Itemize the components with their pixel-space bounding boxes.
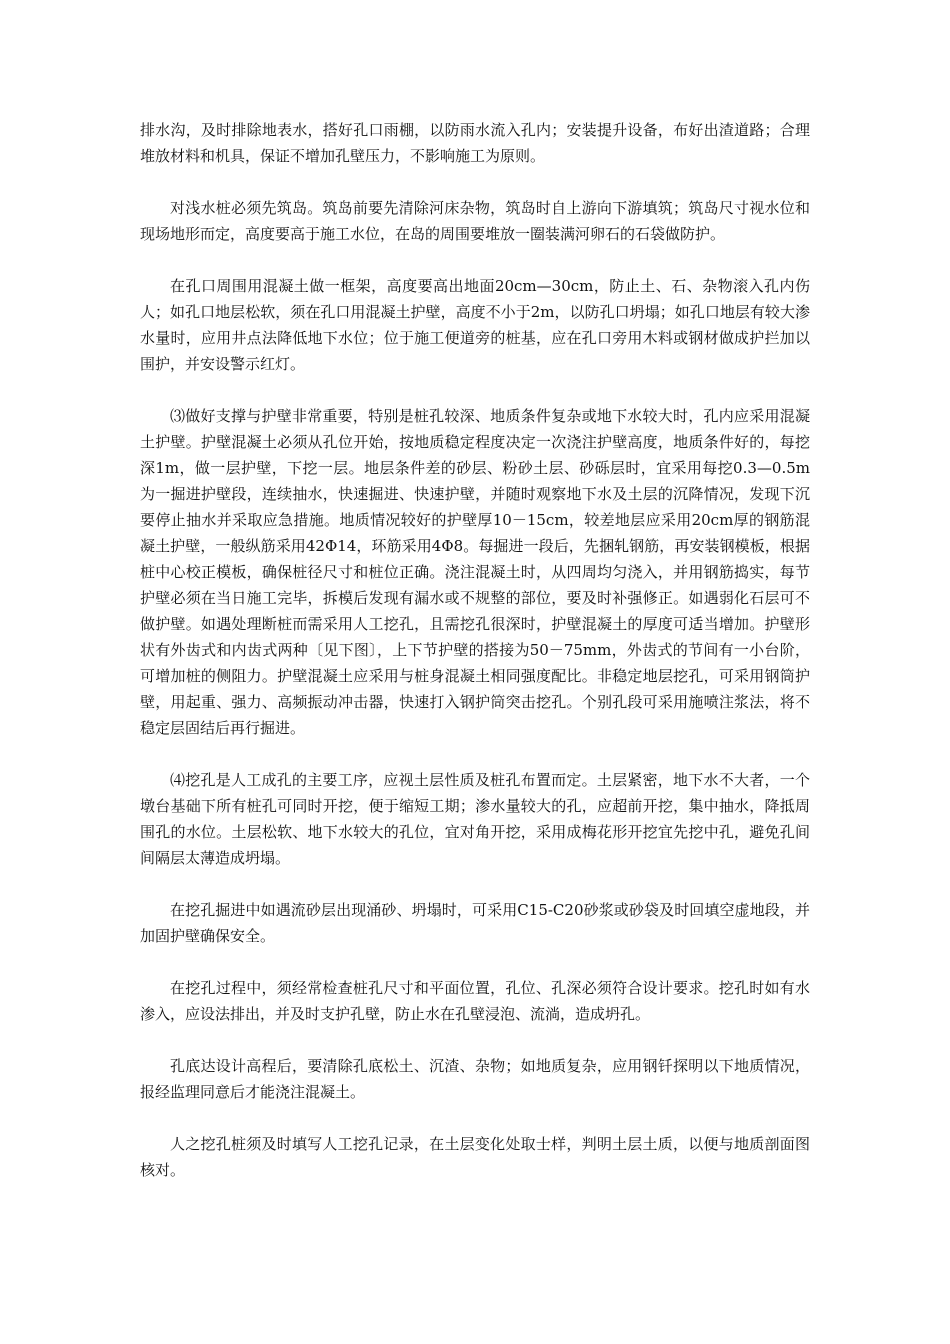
paragraph-support-retaining-wall: ⑶做好支撑与护壁非常重要，特别是桩孔较深、地质条件复杂或地下水较大时，孔内应采用混凝土护壁。护壁混凝土必须从孔位开始，按地质稳定程度决定一次浇注护壁高度，地质条件好的，每挖深1m，做一层护壁，下挖一层。地层条件差的砂层、粉砂土层、砂砾层时，宜采用每挖0.3—0.5m为一掘进护壁段，连续抽水，快速掘进、快速护壁，并随时观察地下水及土层的沉降情况，发现下沉要停止抽水并采取应急措施。地质情况较好的护壁厚10－15cm，较差地层应采用20cm厚的钢筋混凝土护壁，一般纵筋采用42Φ14，环筋采用4Φ8。每掘进一段后，先捆轧钢筋，再安装钢模板，根据桩中心校正模板，确保桩径尺寸和桩位正确。浇注混凝土时，从四周均匀浇入，并用钢筋捣实，每节护壁必须在当日施工完毕，拆模后发现有漏水或不规整的部位，要及时补强修正。如遇弱化石层可不做护壁。如遇处理断桩而需采用人工挖孔，且需挖孔很深时，护壁混凝土的厚度可适当增加。护壁形状有外齿式和内齿式两种〔见下图〕，上下节护壁的搭接为50－75mm，外齿式的节间有一小台阶，可增加桩的侧阻力。护壁混凝土应采用与桩身混凝土相同强度配比。非稳定地层挖孔，可采用钢筒护壁，用起重、强力、高频振动冲击器，快速打入钢护筒突击挖孔。个别孔段可采用施喷注浆法，将不稳定层固结后再行掘进。 xyxy=(140,407,810,737)
paragraph-excavation-procedure: ⑷挖孔是人工成孔的主要工序，应视土层性质及桩孔布置而定。土层紧密，地下水不大者，一个墩台基础下所有桩孔可同时开挖，便于缩短工期；渗水量较大的孔，应超前开挖，集中抽水，降抵周围孔的水位。土层松软、地下水较大的孔位，宜对角开挖，采用成梅花形开挖宜先挖中孔，避免孔间间隔层太薄造成坍塌。 xyxy=(140,771,810,867)
document-body xyxy=(140,117,810,1183)
paragraph-quicksand-handling: 在挖孔掘进中如遇流砂层出现涌砂、坍塌时，可采用C15-C20砂浆或砂袋及时回填空虚地段，并加固护壁确保安全。 xyxy=(140,901,810,945)
paragraph-inspection-during-excavation: 在挖孔过程中，须经常检查桩孔尺寸和平面位置，孔位、孔深必须符合设计要求。挖孔时如有水渗入，应设法排出，并及时支护孔壁，防止水在孔壁浸泡、流淌，造成坍孔。 xyxy=(140,979,810,1023)
paragraph-shallow-water-island: 对浅水桩必须先筑岛。筑岛前要先清除河床杂物，筑岛时自上游向下游填筑；筑岛尺寸视水位和现场地形而定，高度要高于施工水位，在岛的周围要堆放一圈装满河卵石的石袋做防护。 xyxy=(140,199,810,243)
paragraph-excavation-records: 人之挖孔桩须及时填写人工挖孔记录，在土层变化处取士样，判明土层土质，以便与地质剖面图核对。 xyxy=(140,1135,810,1179)
paragraph-hole-mouth-frame: 在孔口周围用混凝土做一框架，高度要高出地面20cm—30cm，防止土、石、杂物滚入孔内伤人；如孔口地层松软，须在孔口用混凝土护壁，高度不小于2m，以防孔口坍塌；如孔口地层有较大渗水量时，应用井点法降低地下水位；位于施工便道旁的桩基，应在孔口旁用木料或钢材做成护拦加以围护，并安设警示红灯。 xyxy=(140,277,810,373)
paragraph-drainage-continuation: 排水沟，及时排除地表水，搭好孔口雨棚，以防雨水流入孔内；安装提升设备，布好出渣道路；合理堆放材料和机具，保证不增加孔壁压力，不影响施工为原则。 xyxy=(140,121,810,165)
paragraph-hole-bottom-cleaning: 孔底达设计高程后，要清除孔底松土、沉渣、杂物；如地质复杂，应用钢钎探明以下地质情况，报经监理同意后才能浇注混凝土。 xyxy=(140,1057,810,1101)
